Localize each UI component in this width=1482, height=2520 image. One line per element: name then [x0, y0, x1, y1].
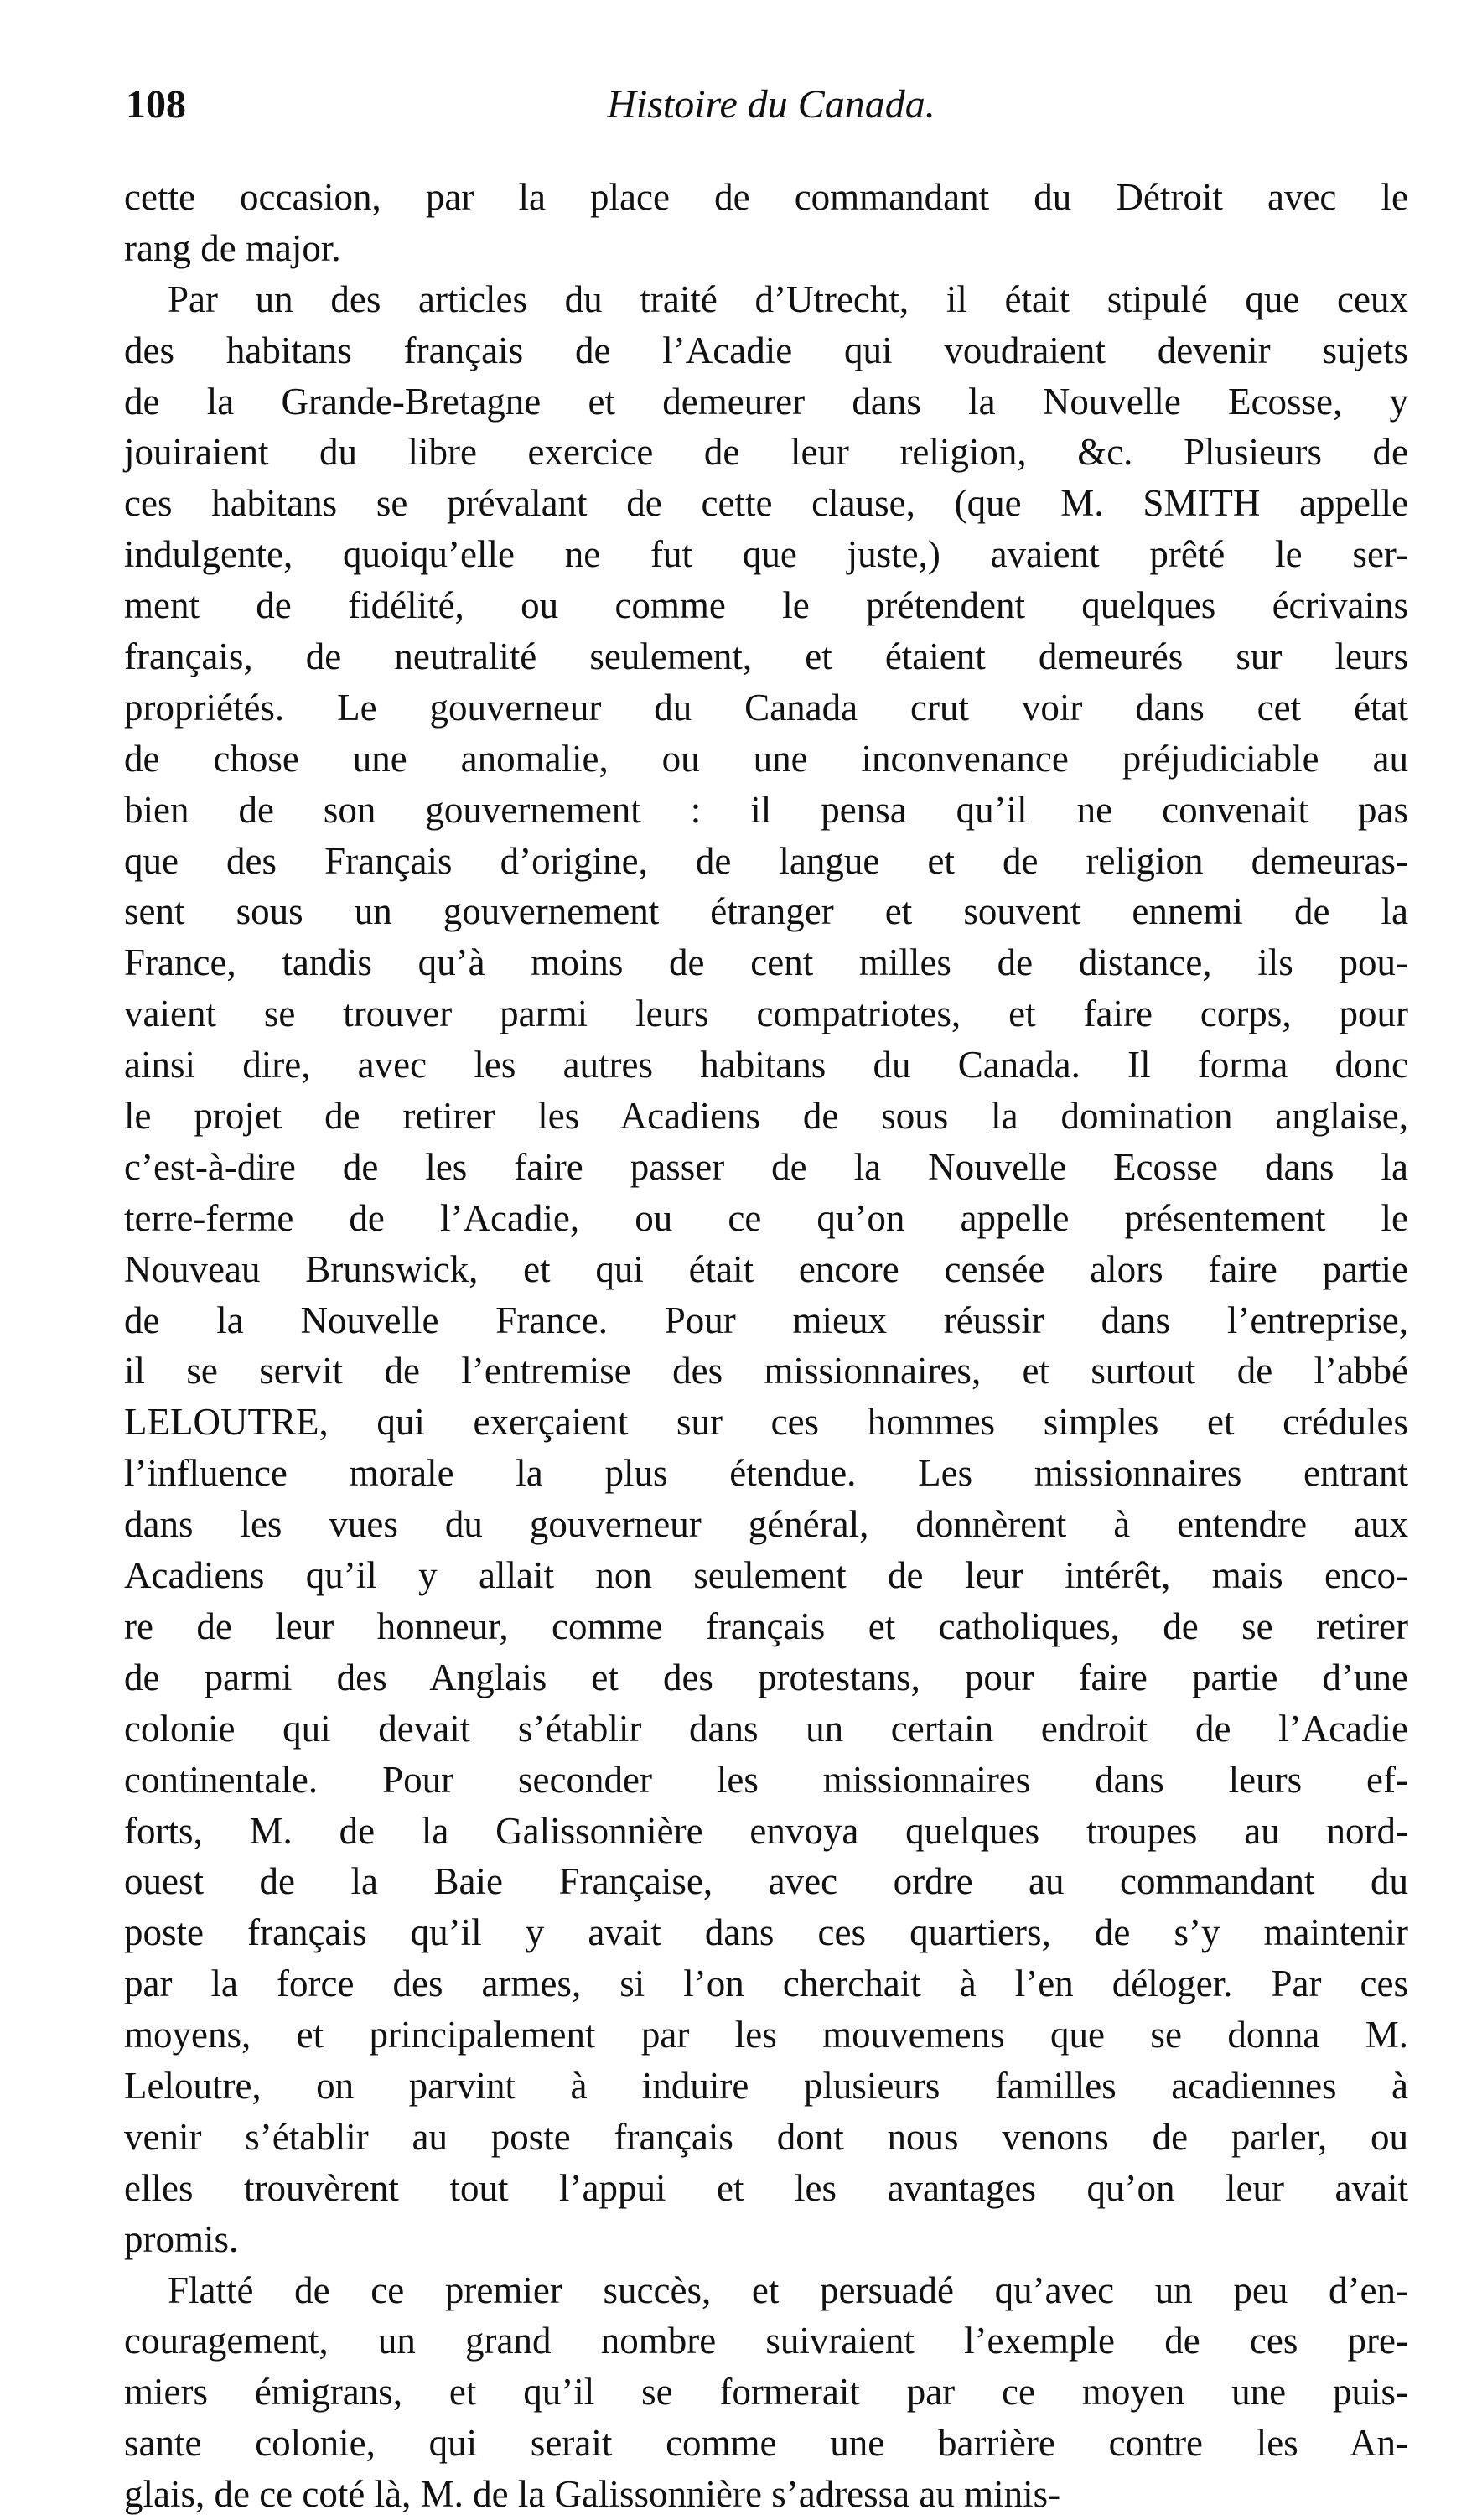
text-line: LELOUTRE, qui exerçaient sur ces hommes simples et crédules — [124, 1401, 1408, 1444]
text-line: couragement, un grand nombre suivraient l’exemple de ces pre- — [124, 2320, 1408, 2362]
text-line: indulgente, quoiqu’elle ne fut que juste,) avaient prêté le ser- — [124, 533, 1408, 576]
text-line: Flatté de ce premier succès, et persuadé qu’avec un peu d’en- — [168, 2269, 1408, 2311]
paragraph — [124, 2265, 1408, 2520]
text-line: Nouveau Brunswick, et qui était encore censée alors faire partie — [124, 1247, 1408, 1290]
text-line: c’est-à-dire de les faire passer de la Nouvelle Ecosse dans la — [124, 1145, 1408, 1188]
text-line: venir s’établir au poste français dont nous venons de parler, ou — [124, 2115, 1408, 2158]
text-line: il se servit de l’entremise des missionnaires, et surtout de l’abbé — [124, 1350, 1408, 1392]
text-line: ouest de la Baie Française, avec ordre au commandant du — [124, 1860, 1408, 1903]
text-line: jouiraient du libre exercice de leur religion, &c. Plusieurs de — [124, 431, 1408, 474]
text-line: bien de son gouvernement : il pensa qu’il ne convenait pas — [124, 788, 1408, 831]
text-line: ment de fidélité, ou comme le prétendent quelques écrivains — [124, 584, 1408, 627]
text-line: poste français qu’il y avait dans ces quartiers, de s’y maintenir — [124, 1911, 1408, 1954]
text-line: elles trouvèrent tout l’appui et les avantages qu’on leur avait — [124, 2166, 1408, 2209]
text-line: que des Français d’origine, de langue et de religion demeuras- — [124, 839, 1408, 882]
text-line: l’influence morale la plus étendue. Les missionnaires entrant — [124, 1452, 1408, 1495]
body-text — [124, 172, 1408, 2520]
text-line: de la Nouvelle France. Pour mieux réussir dans l’entreprise, — [124, 1299, 1408, 1341]
text-line: sent sous un gouvernement étranger et souvent ennemi de la — [124, 890, 1408, 933]
text-line: vaient se trouver parmi leurs compatriotes, et faire corps, pour — [124, 993, 1408, 1035]
text-line: cette occasion, par la place de commandant du Détroit avec le — [124, 176, 1408, 218]
text-line: français, de neutralité seulement, et étaient demeurés sur leurs — [124, 635, 1408, 678]
text-line: ainsi dire, avec les autres habitans du Canada. Il forma donc — [124, 1044, 1408, 1086]
text-line: rang de major. — [124, 226, 341, 269]
text-line: continentale. Pour seconder les missionnaires dans leurs ef- — [124, 1758, 1408, 1801]
paragraph — [124, 172, 1408, 274]
text-line: dans les vues du gouverneur général, donnèrent à entendre aux — [124, 1503, 1408, 1546]
text-line: Acadiens qu’il y allait non seulement de leur intérêt, mais enco- — [124, 1554, 1408, 1597]
text-line: promis. — [124, 2217, 239, 2260]
text-line: forts, M. de la Galissonnière envoya quelques troupes au nord- — [124, 1809, 1408, 1852]
text-line: sante colonie, qui serait comme une barrière contre les An- — [124, 2422, 1408, 2465]
text-line: re de leur honneur, comme français et catholiques, de se retirer — [124, 1605, 1408, 1647]
paragraph — [124, 274, 1408, 2265]
running-title: Histoire du Canada. — [607, 82, 935, 127]
text-line: des habitans français de l’Acadie qui voudraient devenir sujets — [124, 329, 1408, 371]
page-number: 108 — [126, 82, 186, 127]
text-line: de chose une anomalie, ou une inconvenance préjudiciable au — [124, 737, 1408, 780]
text-line: Par un des articles du traité d’Utrecht, il était stipulé que ceux — [168, 277, 1408, 320]
text-line: par la force des armes, si l’on cherchait à l’en déloger. Par ces — [124, 1963, 1408, 2005]
text-line: miers émigrans, et qu’il se formerait par ce moyen une puis- — [124, 2371, 1408, 2414]
text-line: moyens, et principalement par les mouvemens que se donna M. — [124, 2014, 1408, 2056]
text-line: le projet de retirer les Acadiens de sous la domination anglaise, — [124, 1095, 1408, 1138]
text-line: de la Grande-Bretagne et demeurer dans la Nouvelle Ecosse, y — [124, 380, 1408, 423]
text-line: ces habitans se prévalant de cette clause, (que M. SMITH appelle — [124, 482, 1408, 525]
text-line: colonie qui devait s’établir dans un certain endroit de l’Acadie — [124, 1707, 1408, 1750]
text-line: de parmi des Anglais et des protestans, pour faire partie d’une — [124, 1656, 1408, 1698]
text-line: Leloutre, on parvint à induire plusieurs familles acadiennes à — [124, 2064, 1408, 2107]
text-line: terre-ferme de l’Acadie, ou ce qu’on appelle présentement le — [124, 1196, 1408, 1239]
text-line: propriétés. Le gouverneur du Canada crut voir dans cet état — [124, 686, 1408, 729]
text-line: France, tandis qu’à moins de cent milles de distance, ils pou- — [124, 941, 1408, 984]
page-header — [126, 80, 1417, 130]
text-line: glais, de ce coté là, M. de la Galissonnière s’adressa au minis- — [124, 2473, 1061, 2516]
